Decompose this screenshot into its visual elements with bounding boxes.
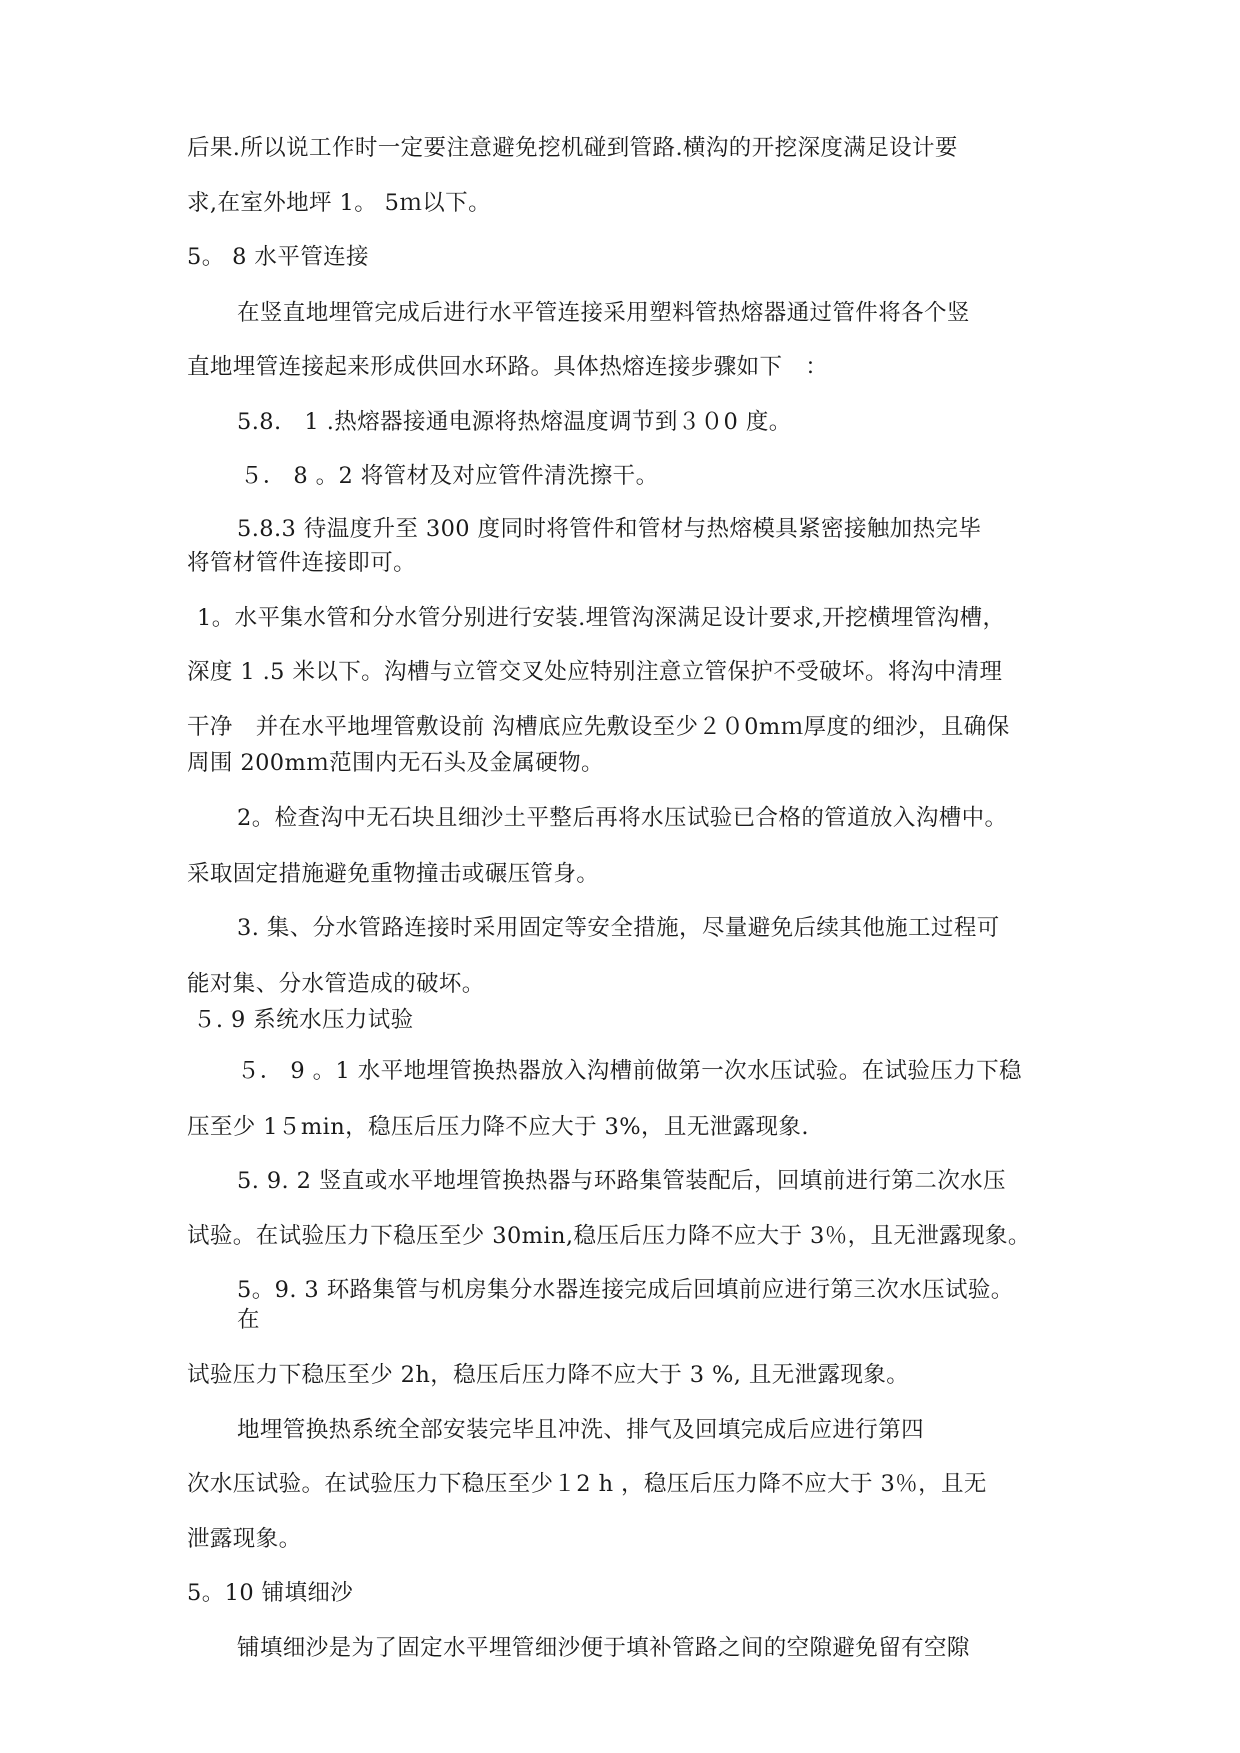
text-line: 干净 并在水平地埋管敷设前 沟槽底应先敷设至少２０0mｍ厚度的细沙，且确保 — [187, 714, 1010, 740]
section-heading: ５. 9 系统水压力试验 — [193, 1007, 414, 1033]
text-line: 5。9. 3 环路集管与机房集分水器连接完成后回填前应进行第三次水压试验。 — [237, 1277, 1014, 1303]
text-line: 在 — [237, 1307, 260, 1333]
text-line: 试验压力下稳压至少 2h，稳压后压力降不应大于 3 %, 且无泄露现象。 — [187, 1362, 910, 1388]
text-line: 周围 200mｍ范围内无石头及金属硬物。 — [187, 750, 604, 776]
text-line: 1。水平集水管和分水管分别进行安装.埋管沟深满足设计要求,开挖横埋管沟槽， — [197, 605, 1006, 631]
text-line: 5.8. 1 .热熔器接通电源将热熔温度调节到３０0 度。 — [237, 409, 792, 435]
text-line: 能对集、分水管造成的破坏。 — [187, 971, 485, 997]
text-line: 求,在室外地坪 1。 5ｍ以下。 — [187, 190, 491, 216]
text-line: 次水压试验。在试验压力下稳压至少１2 h ，稳压后压力降不应大于 3％，且无 — [187, 1471, 987, 1497]
text-line: 将管材管件连接即可。 — [187, 550, 417, 576]
text-line: 3. 集、分水管路连接时采用固定等安全措施，尽量避免后续其他施工过程可 — [237, 915, 1000, 941]
text-line: 直地埋管连接起来形成供回水环路。具体热熔连接步骤如下 ： — [187, 354, 829, 380]
text-line: ５． 8 。2 将管材及对应管件清洗擦干。 — [240, 463, 659, 489]
text-line: 泄露现象。 — [187, 1526, 302, 1552]
section-heading: 5。 8 水平管连接 — [187, 244, 369, 270]
text-line: 铺填细沙是为了固定水平埋管细沙便于填补管路之间的空隙避免留有空隙 — [237, 1635, 970, 1661]
text-line: 5. 9. 2 竖直或水平地埋管换热器与环路集管装配后，回填前进行第二次水压 — [237, 1168, 1006, 1194]
text-line: 在竖直地埋管完成后进行水平管连接采用塑料管热熔器通过管件将各个竖 — [237, 300, 970, 326]
text-line: 2。检查沟中无石块且细沙土平整后再将水压试验已合格的管道放入沟槽中。 — [237, 805, 1008, 831]
text-line: 5.8.3 待温度升至 300 度同时将管件和管材与热熔模具紧密接触加热完毕 — [237, 516, 982, 542]
text-line: ５． 9 。1 水平地埋管换热器放入沟槽前做第一次水压试验。在试验压力下稳 — [237, 1058, 1022, 1084]
text-line: 试验。在试验压力下稳压至少 30min,稳压后压力降不应大于 3％，且无泄露现象。 — [187, 1223, 1031, 1249]
text-line: 压至少 1５min，稳压后压力降不应大于 3%，且无泄露现象. — [187, 1114, 809, 1140]
text-line: 后果.所以说工作时一定要注意避免挖机碰到管路.横沟的开挖深度满足设计要 — [187, 135, 958, 161]
text-line: 地埋管换热系统全部安装完毕且冲洗、排气及回填完成后应进行第四 — [237, 1417, 925, 1443]
text-line: 深度 1 .5 米以下。沟槽与立管交叉处应特别注意立管保护不受破坏。将沟中清理 — [187, 659, 1003, 685]
text-line: 采取固定措施避免重物撞击或碾压管身。 — [187, 861, 600, 887]
section-heading: 5。10 铺填细沙 — [187, 1580, 354, 1606]
